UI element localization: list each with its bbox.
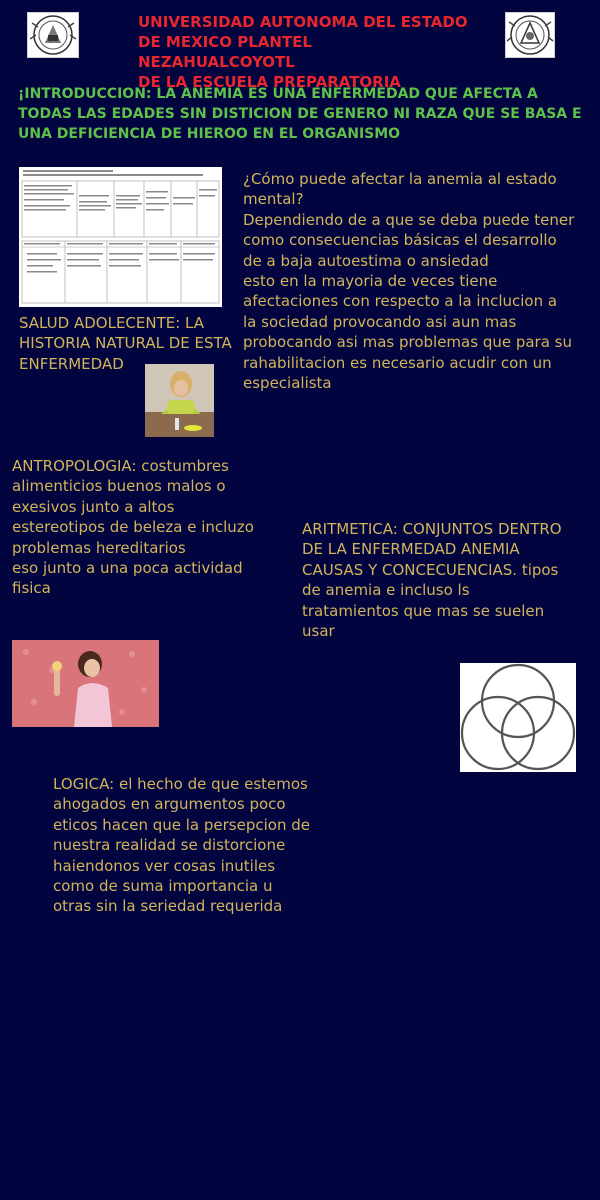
mental-question: ¿Cómo puede afectar la anemia al estado mental? [243,170,557,209]
mental-health-text [243,169,575,393]
antropologia-paragraph: eso junto a una poca actividad fisica [12,559,243,598]
salud-caption: SALUD ADOLECENTE: LA HISTORIA NATURAL DE ESTA ENFERMEDAD [19,314,232,373]
aritmetica-text: ARITMETICA: CONJUNTOS DENTRO DE LA ENFERMEDAD ANEMIA CAUSAS Y CONCECUENCIAS. tipos de anemia e incluso ls tratamientos que mas se suelen usar [302,520,562,641]
girl-with-doll-photo [12,640,159,727]
sad-girl-photo [145,364,214,437]
mental-paragraph: esto en la mayoria de veces tiene afectaciones con respecto a la inclucion a la sociedad provocando asi aun mas probocando asi mas problemas que para su rahabilitacion es necesario acudir con un especialista [243,272,573,393]
university-seal-icon [27,12,79,58]
antropologia-paragraph: ANTROPOLOGIA: costumbres alimenticios buenos malos o exesivos junto a altos estereotipos de beleza e incluzo problemas hereditarios [12,457,254,557]
title-line: UNIVERSIDAD AUTONOMA DEL ESTADO [138,13,468,31]
introduction-text: ¡INTRODUCCION: LA ANEMIA ES UNA ENFERMEDAD QUE AFECTA A TODAS LAS EDADES SIN DISTICION DE GENERO NI RAZA QUE SE BASA E UNA DEFICIENCIA DE HIEROO EN EL ORGANISMO [18,86,582,142]
page-title [138,12,468,92]
school-seal-icon [505,12,555,58]
mental-paragraph: Dependiendo de a que se deba puede tener como consecuencias básicas el desarrollo de a baja autoestima o ansiedad [243,210,575,270]
antropologia-text [12,456,262,599]
three-circle-venn-icon [460,663,576,772]
natural-history-table-document [19,167,222,307]
title-line: DE LA ESCUELA PREPARATORIA [138,73,401,91]
title-line: DE MEXICO PLANTEL NEZAHUALCOYOTL [138,33,312,71]
logica-text: LOGICA: el hecho de que estemos ahogados en argumentos poco eticos hacen que la persepcion de nuestra realidad se distorcione haiendonos ver cosas inutiles como de suma importancia u otras sin la seriedad requerida [53,775,310,916]
